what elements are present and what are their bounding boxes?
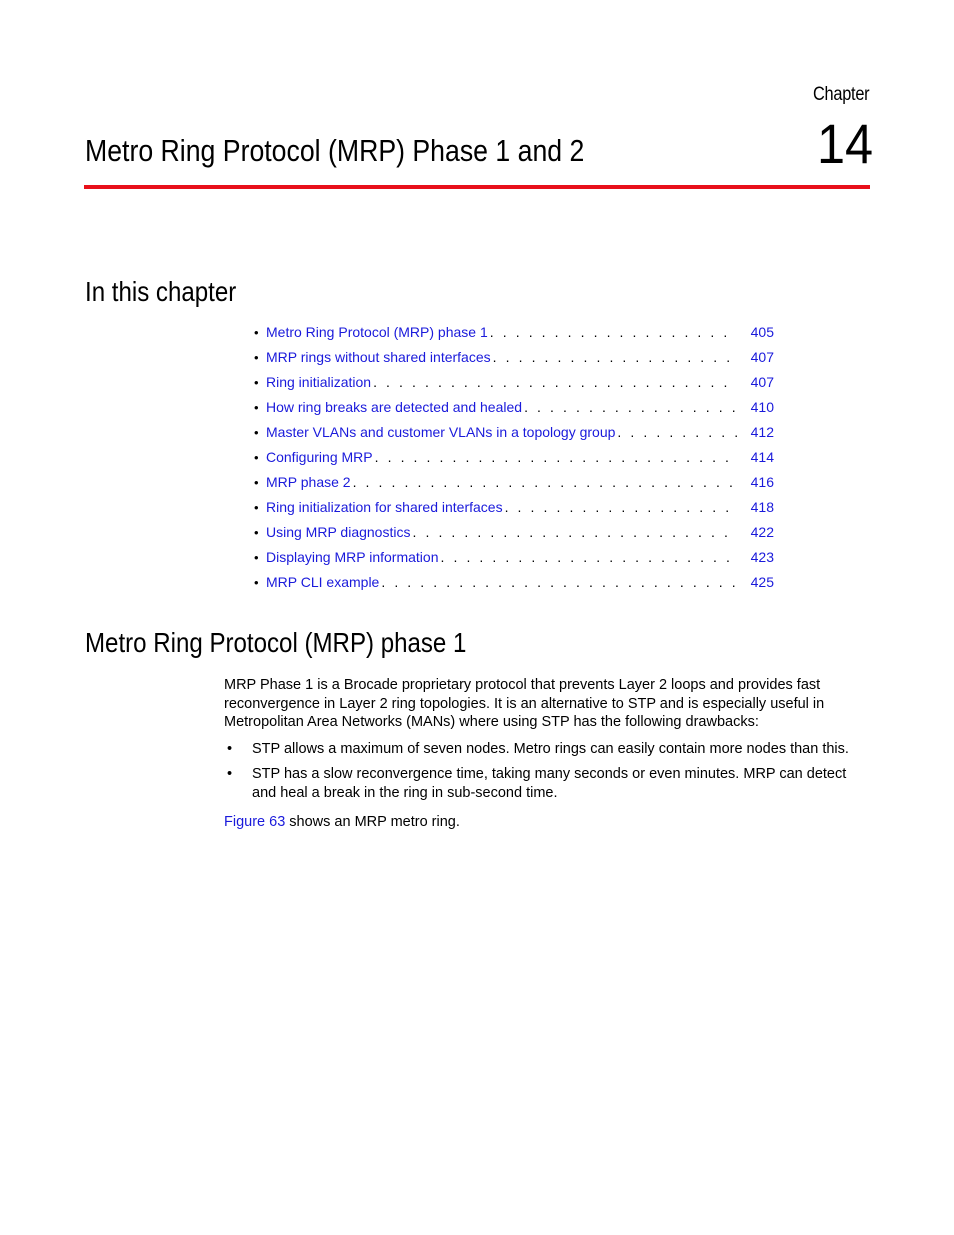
chapter-number: 14: [817, 112, 874, 175]
figure-reference-text: shows an MRP metro ring.: [285, 814, 460, 830]
toc-entry-page[interactable]: 423: [750, 549, 774, 565]
toc-entry[interactable]: [254, 347, 774, 372]
list-item: [224, 740, 864, 760]
toc-entry-page[interactable]: 418: [750, 499, 774, 515]
dot-leader: [524, 397, 737, 417]
toc-entry[interactable]: [254, 522, 774, 547]
bullet-icon: •: [254, 500, 259, 515]
figure-reference-paragraph: [224, 813, 864, 832]
section-heading: Metro Ring Protocol (MRP) phase 1: [85, 627, 467, 658]
toc-entry-page[interactable]: 410: [750, 399, 774, 415]
bullet-icon: •: [254, 350, 259, 365]
toc-entry[interactable]: [254, 397, 774, 422]
list-item: [224, 765, 864, 804]
toc-entry-page[interactable]: 407: [750, 374, 774, 390]
toc-entry-page[interactable]: 416: [750, 474, 774, 490]
figure-link[interactable]: Figure 63: [224, 814, 286, 830]
dot-leader: [493, 347, 737, 367]
dot-leader: [617, 422, 737, 442]
dot-leader: [373, 372, 737, 392]
toc-entry-title[interactable]: Master VLANs and customer VLANs in a topology group: [266, 424, 616, 440]
bullet-icon: •: [254, 525, 259, 540]
toc-entry-page[interactable]: 405: [750, 324, 774, 340]
toc-entry-title[interactable]: Using MRP diagnostics: [266, 524, 411, 540]
in-this-chapter-heading: In this chapter: [85, 276, 237, 307]
dot-leader: [375, 447, 737, 467]
toc-entry[interactable]: [254, 322, 774, 347]
chapter-title: Metro Ring Protocol (MRP) Phase 1 and 2: [85, 133, 585, 168]
toc-entry[interactable]: [254, 422, 774, 447]
toc-entry-title[interactable]: Ring initialization for shared interfaces: [266, 499, 503, 515]
toc-entry-page[interactable]: 412: [750, 424, 774, 440]
toc-entry-page[interactable]: 407: [750, 349, 774, 365]
toc-entry-title[interactable]: MRP phase 2: [266, 474, 351, 490]
toc-list: [254, 322, 774, 597]
toc-entry-title[interactable]: How ring breaks are detected and healed: [266, 399, 523, 415]
toc-entry-page[interactable]: 422: [750, 524, 774, 540]
toc-entry-title[interactable]: Metro Ring Protocol (MRP) phase 1: [266, 324, 488, 340]
toc-entry[interactable]: [254, 497, 774, 522]
toc-entry-title[interactable]: Displaying MRP information: [266, 549, 439, 565]
drawbacks-list: [224, 740, 864, 809]
bullet-icon: •: [254, 375, 259, 390]
toc-entry-title[interactable]: Ring initialization: [266, 374, 372, 390]
intro-paragraph: MRP Phase 1 is a Brocade proprietary protocol that prevents Layer 2 loops and provides fast reconvergence in Layer 2 ring topologies. It is an alternative to STP and is especially useful in Metropolitan Area Networks (MANs) where using STP has the following drawbacks:: [224, 677, 825, 730]
toc-entry-page[interactable]: 425: [750, 574, 774, 590]
bullet-icon: •: [254, 325, 259, 340]
bullet-icon: •: [254, 550, 259, 565]
toc-entry[interactable]: [254, 447, 774, 472]
red-rule: [84, 185, 870, 189]
dot-leader: [490, 322, 737, 342]
bullet-icon: •: [254, 400, 259, 415]
bullet-icon: •: [254, 475, 259, 490]
dot-leader: [440, 547, 737, 567]
toc-entry-title[interactable]: MRP rings without shared interfaces: [266, 349, 491, 365]
dot-leader: [381, 572, 737, 592]
dot-leader: [505, 497, 737, 517]
bullet-icon: •: [254, 575, 259, 590]
list-item-text: STP has a slow reconvergence time, taking many seconds or even minutes. MRP can detect and heal a break in the ring in sub-second time.: [252, 765, 847, 801]
toc-entry[interactable]: [254, 472, 774, 497]
bullet-icon: •: [227, 765, 233, 782]
bullet-icon: •: [227, 741, 233, 757]
toc-entry[interactable]: [254, 372, 774, 397]
chapter-label: Chapter: [813, 84, 870, 105]
bullet-icon: •: [254, 425, 259, 440]
list-item-text: STP allows a maximum of seven nodes. Metro rings can easily contain more nodes than this.: [252, 741, 849, 757]
toc-entry-page[interactable]: 414: [750, 449, 774, 465]
dot-leader: [353, 472, 737, 492]
dot-leader: [412, 522, 737, 542]
toc-entry-title[interactable]: Configuring MRP: [266, 449, 373, 465]
toc-entry[interactable]: [254, 547, 774, 572]
toc-entry[interactable]: [254, 572, 774, 597]
toc-entry-title[interactable]: MRP CLI example: [266, 574, 380, 590]
bullet-icon: •: [254, 450, 259, 465]
